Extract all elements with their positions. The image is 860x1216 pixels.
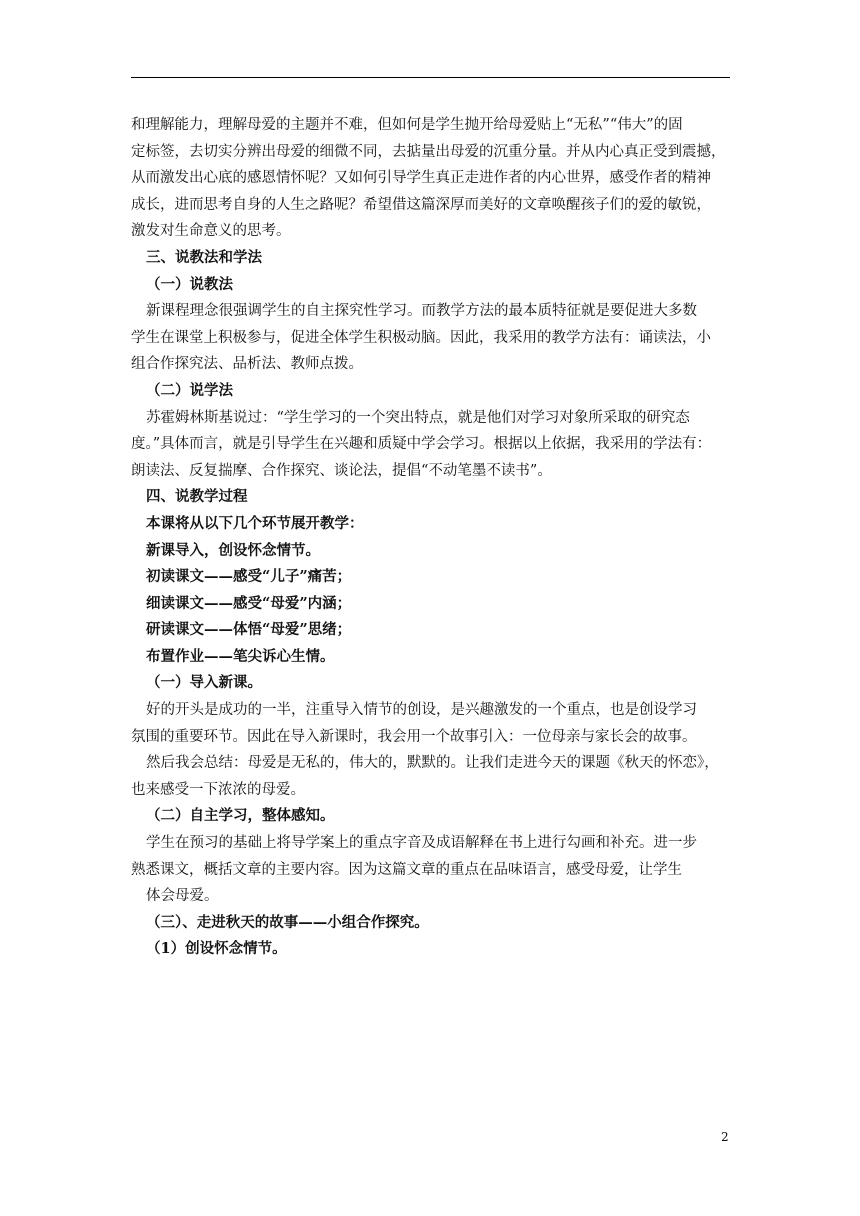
paragraph-line: 学生在预习的基础上将导学案上的重点字音及成语解释在书上进行勾画和补充。进一步 bbox=[146, 835, 697, 852]
heading-line: 细读课文——感受“母爱”内涵； bbox=[146, 594, 352, 612]
paragraph-line: 组合作探究法、品析法、教师点拨。 bbox=[131, 356, 363, 373]
document-body bbox=[131, 112, 731, 963]
paragraph-line: 也来感受一下浓浓的母爱。 bbox=[131, 781, 305, 798]
heading-line: （一）说教法 bbox=[146, 275, 233, 293]
heading-line: 研读课文——体悟“母爱”思绪； bbox=[146, 621, 352, 639]
paragraph-line: 体会母爱。 bbox=[146, 888, 219, 905]
paragraph-line: 从而激发出心底的感恩情怀呢？又如何引导学生真正走进作者的内心世界，感受作者的精神 bbox=[131, 170, 711, 187]
heading-line: 三、说教法和学法 bbox=[146, 248, 262, 266]
paragraph-line: 学生在课堂上积极参与，促进全体学生积极动脑。因此，我采用的教学方法有：诵读法，小 bbox=[131, 329, 711, 346]
heading-line: 本课将从以下几个环节展开教学： bbox=[146, 514, 364, 532]
paragraph-line: 熟悉课文，概括文章的主要内容。因为这篇文章的重点在品味语言，感受母爱，让学生 bbox=[131, 861, 682, 878]
heading-line: （二）自主学习，整体感知。 bbox=[146, 807, 335, 825]
heading-line: 初读课文——感受“儿子”痛苦； bbox=[146, 568, 352, 586]
heading-line: 四、说教学过程 bbox=[146, 488, 248, 506]
paragraph-line: 然后我会总结：母爱是无私的，伟大的，默默的。让我们走进今天的课题《秋天的怀恋》， bbox=[146, 755, 719, 772]
paragraph-line: 朗读法、反复揣摩、合作探究、谈论法，提倡“不动笔墨不读书”。 bbox=[131, 462, 552, 479]
heading-line: 新课导入，创设怀念情节。 bbox=[146, 541, 320, 559]
header-rule bbox=[131, 77, 730, 78]
paragraph-line: 好的开头是成功的一半，注重导入情节的创设，是兴趣激发的一个重点，也是创设学习 bbox=[146, 702, 697, 719]
heading-line: （一）导入新课。 bbox=[146, 674, 262, 692]
paragraph-line: 和理解能力，理解母爱的主题并不难，但如何是学生抛开给母爱贴上“无私”“伟大”的固 bbox=[131, 117, 683, 133]
heading-line: （二）说学法 bbox=[146, 381, 233, 399]
heading-line: （1）创设怀念情节。 bbox=[146, 940, 287, 958]
paragraph-line: 激发对生命意义的思考。 bbox=[131, 223, 291, 240]
paragraph-line: 定标签，去切实分辨出母爱的细微不同，去掂量出母爱的沉重分量。并从内心真正受到震撼， bbox=[131, 143, 726, 160]
paragraph-line: 成长，进而思考自身的人生之路呢？希望借这篇深厚而美好的文章唤醒孩子们的爱的敏锐， bbox=[131, 196, 711, 213]
heading-line: （三）、走进秋天的故事——小组合作探究。 bbox=[146, 913, 429, 931]
paragraph-line: 新课程理念很强调学生的自主探究性学习。而教学方法的最本质特征就是要促进大多数 bbox=[146, 303, 697, 320]
heading-line: 布置作业——笔尖诉心生情。 bbox=[146, 647, 335, 665]
paragraph-line: 度。”具体而言，就是引导学生在兴趣和质疑中学会学习。根据以上依据，我采用的学法有： bbox=[131, 436, 712, 453]
paragraph-line: 苏霍姆林斯基说过：“学生学习的一个突出特点，就是他们对学习对象所采取的研究态 bbox=[146, 409, 690, 426]
page-number: 2 bbox=[721, 1130, 729, 1144]
paragraph-line: 氛围的重要环节。因此在导入新课时，我会用一个故事引入：一位母亲与家长会的故事。 bbox=[131, 728, 697, 745]
